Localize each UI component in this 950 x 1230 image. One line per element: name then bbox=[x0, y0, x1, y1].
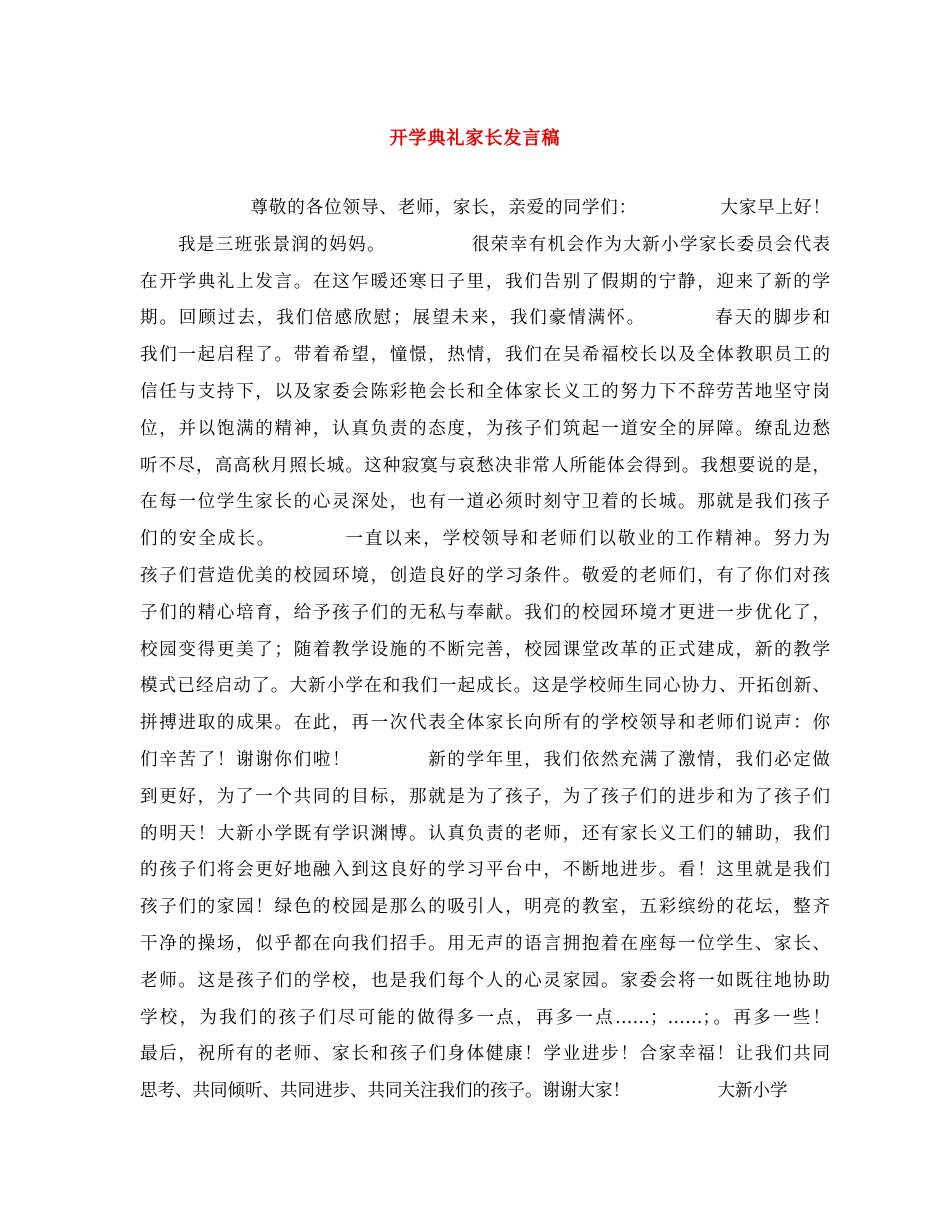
body-line: 校园变得更美了；随着教学设施的不断完善，校园课堂改革的正式建成，新的教学 bbox=[140, 639, 830, 660]
body-line: 我是三班张景润的妈妈。 很荣幸有机会作为大新小学家长委员会代表 bbox=[140, 234, 830, 255]
body-line: 位，并以饱满的精神，认真负责的态度，为孩子们筑起一道安全的屏障。缭乱边愁 bbox=[140, 418, 830, 439]
document-body bbox=[140, 190, 830, 1110]
body-line: 在每一位学生家长的心灵深处，也有一道必须时刻守卫着的长城。那就是我们孩子 bbox=[140, 492, 830, 513]
body-line: 模式已经启动了。大新小学在和我们一起成长。这是学校师生同心协力、开拓创新、 bbox=[140, 676, 830, 697]
body-line: 尊敬的各位领导、老师，家长，亲爱的同学们： 大家早上好！ bbox=[140, 198, 830, 218]
body-line: 在开学典礼上发言。在这乍暖还寒日子里，我们告别了假期的宁静，迎来了新的学 bbox=[140, 271, 830, 292]
body-line: 思考、共同倾听、共同进步、共同关注我们的孩子。谢谢大家！ 大新小学 bbox=[140, 1081, 788, 1102]
body-line: 最后，祝所有的老师、家长和孩子们身体健康！学业进步！合家幸福！让我们共同 bbox=[140, 1044, 830, 1065]
body-line: 的明天！大新小学既有学识渊博。认真负责的老师，还有家长义工们的辅助，我们 bbox=[140, 823, 830, 844]
document-title: 开学典礼家长发言稿 bbox=[389, 128, 561, 149]
body-line: 干净的操场，似乎都在向我们招手。用无声的语言拥抱着在座每一位学生、家长、 bbox=[140, 933, 830, 954]
body-line: 们辛苦了！谢谢你们啦！ 新的学年里，我们依然充满了激情，我们必定做 bbox=[140, 749, 830, 770]
body-line: 的孩子们将会更好地融入到这良好的学习平台中，不断地进步。看！这里就是我们 bbox=[140, 860, 830, 881]
body-line: 我们一起启程了。带着希望，憧憬，热情，我们在吴希福校长以及全体教职员工的 bbox=[140, 345, 830, 366]
body-line: 到更好，为了一个共同的目标，那就是为了孩子，为了孩子们的进步和为了孩子们 bbox=[140, 786, 830, 807]
body-line: 拼搏进取的成果。在此，再一次代表全体家长向所有的学校领导和老师们说声：你 bbox=[140, 713, 830, 734]
body-line: 期。回顾过去，我们倍感欣慰；展望未来，我们豪情满怀。 春天的脚步和 bbox=[140, 308, 830, 329]
body-line: 子们的精心培育，给予孩子们的无私与奉献。我们的校园环境才更进一步优化了， bbox=[140, 602, 830, 623]
body-line: 孩子们营造优美的校园环境，创造良好的学习条件。敬爱的老师们，有了你们对孩 bbox=[140, 565, 830, 586]
body-line: 孩子们的家园！绿色的校园是那么的吸引人，明亮的教室，五彩缤纷的花坛，整齐 bbox=[140, 897, 830, 918]
body-line: 学校，为我们的孩子们尽可能的做得多一点，再多一点……；……；。再多一些！ bbox=[140, 1007, 830, 1028]
body-line: 们的安全成长。 一直以来，学校领导和老师们以敬业的工作精神。努力为 bbox=[140, 529, 830, 550]
body-line: 信任与支持下，以及家委会陈彩艳会长和全体家长义工的努力下不辞劳苦地坚守岗 bbox=[140, 381, 830, 402]
body-line: 听不尽，高高秋月照长城。这种寂寞与哀愁决非常人所能体会得到。我想要说的是， bbox=[140, 455, 830, 476]
body-line: 老师。这是孩子们的学校，也是我们每个人的心灵家园。家委会将一如既往地协助 bbox=[140, 970, 830, 991]
